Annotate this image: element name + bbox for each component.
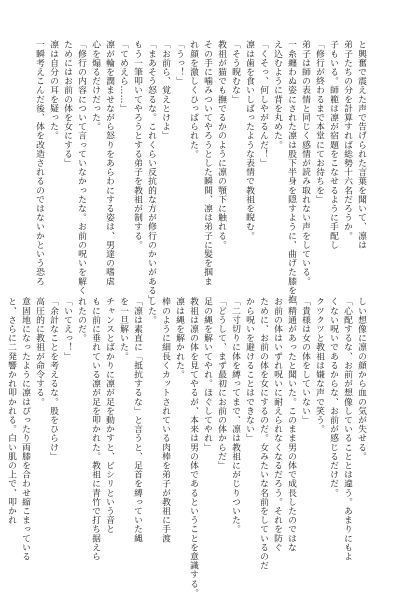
text-column: 「いてえっ！」 xyxy=(62,297,72,361)
text-column: と興奮で震えた声で告げられた言葉を聞いて、凛は xyxy=(356,40,366,250)
text-column: 「くそっ、何しやがるんだ！」 xyxy=(258,40,268,168)
text-column: 意固地になったように凛はぴったり両膝を合わせ縮こまっている xyxy=(20,297,30,561)
text-column: 「どうして、まず最初にお前の体からだ」 xyxy=(216,297,226,470)
text-column: 教祖は凛の体を見てやるが、本来は男の体であるということを意識する。 xyxy=(188,297,198,597)
text-block-bottom xyxy=(6,297,368,597)
text-column: 弟子たちの分を計算すれば総勢十六名だろうか。 xyxy=(342,40,352,241)
text-column: チャンスとばかりに凛が足を動かすと、ビシリという音と xyxy=(104,297,114,534)
text-column: 一瞬考えこんだ後、体を改造されるのではないかという恐ろ xyxy=(34,40,44,286)
text-column: を一旦解いた。 xyxy=(118,297,128,361)
text-column: から呪いを避けることはできない」 xyxy=(244,297,254,443)
text-column: クツクツと教祖は嫌な声で笑う。 xyxy=(314,297,324,434)
text-column: れたのだ。 xyxy=(76,297,86,343)
text-column: 凛は歯を食いしばったような表情で教祖を睨む。 xyxy=(244,40,254,241)
text-column: 「凛は素直に「抵抗するな」と言うと、足首を縛っていた縄 xyxy=(132,297,142,543)
text-column: くない呪いであるからな、お前が感じるだけだ。 xyxy=(328,297,338,498)
text-column: お前の体はいずれ呪いに耐えられなくなるだろう。それを防ぐ xyxy=(272,297,282,552)
text-column: 弟子は師の表情と同じく感情が読み取れない声をしている。 xyxy=(300,40,310,286)
text-column: れ顔を激しくひっぱられた。 xyxy=(188,40,198,159)
text-column: 足の縄を解いてやれ。ほぐしてやれ」 xyxy=(202,297,212,452)
text-column: 「てめえら……」 xyxy=(118,40,128,113)
text-column: 「修行の内容について言っていなかったな。お前の呪いを解く xyxy=(76,40,86,295)
text-column: もう一筆叩いてやろうとする弟子を教祖が制する。 xyxy=(132,40,142,250)
text-column: ために、お前の体を女にするのだ。女みたいな名前をしているのだ xyxy=(258,297,268,570)
text-column: ためにはお前の体を女にする」 xyxy=(62,40,72,168)
text-block-top xyxy=(30,40,368,304)
text-column: 「うっ！」 xyxy=(174,40,184,86)
text-column: え込むように背を丸めた。 xyxy=(272,40,282,150)
text-column: 教祖が猫でも撫でるかのように凛の顎下に触れる。 xyxy=(216,40,226,250)
text-column: その手に噛みついてやろうとした瞬間、凛は弟子に髪を掴ま xyxy=(202,40,212,286)
text-column: 「精通があったと聞いた。このまま男の体で成長したのではな xyxy=(286,297,296,552)
text-column: 「二寸切りに体を縛ってまで、凛は教祖にがじりついた。 xyxy=(230,297,240,534)
text-column: もに前に垂れている凛が足を叩かれた。教祖に青竹で打ち据えら xyxy=(90,297,100,561)
text-column: 心を煽るだけだった。 xyxy=(90,40,100,131)
text-column: 棒のように細長くカットされている肉棒を弟子が教祖に手渡 xyxy=(160,297,170,543)
text-column: 「余計なことを考えるな。股をひらけ」 xyxy=(48,297,58,461)
text-column: 子もいる。師範は凛が宿題をこなせるように手配し xyxy=(328,40,338,250)
text-column: しい想像に凛の顔から血の気が失せる。 xyxy=(356,297,366,461)
text-column: 凛が輪を潤ませながら怒りをあらわにする姿は、男達の嗜虐 xyxy=(104,40,114,286)
text-column: 凛は縄を解かれた。 xyxy=(174,297,184,379)
text-column: した。 xyxy=(146,297,156,325)
text-column: と、さらに二発響かれ叩かれる。白い肌の上で、叩かれ xyxy=(6,297,16,525)
text-column: 「貴様は女の体をしていない」 xyxy=(300,297,310,425)
text-column: 一糸纏わぬ姿にされた凛は股下半身を隠すように、曲げた膝を抱 xyxy=(286,40,296,304)
text-column: 高圧的に教祖が命令する。 xyxy=(34,297,44,407)
text-column: 「心配するな、お前が想像していることとは違う。あまりにもよ xyxy=(342,297,352,561)
text-column: 凛は自分の耳を疑った。 xyxy=(48,40,58,141)
text-column: 「まあそう怒るな。これくらい反抗的な方が修行のかいがある」 xyxy=(146,40,156,304)
text-column: 「修行が終わるまで本堂にてお待ちを」 xyxy=(314,40,324,204)
text-column: 「お前ら、覚えとけよ」 xyxy=(160,40,170,141)
text-column: 「そう睨むな」 xyxy=(230,40,240,104)
